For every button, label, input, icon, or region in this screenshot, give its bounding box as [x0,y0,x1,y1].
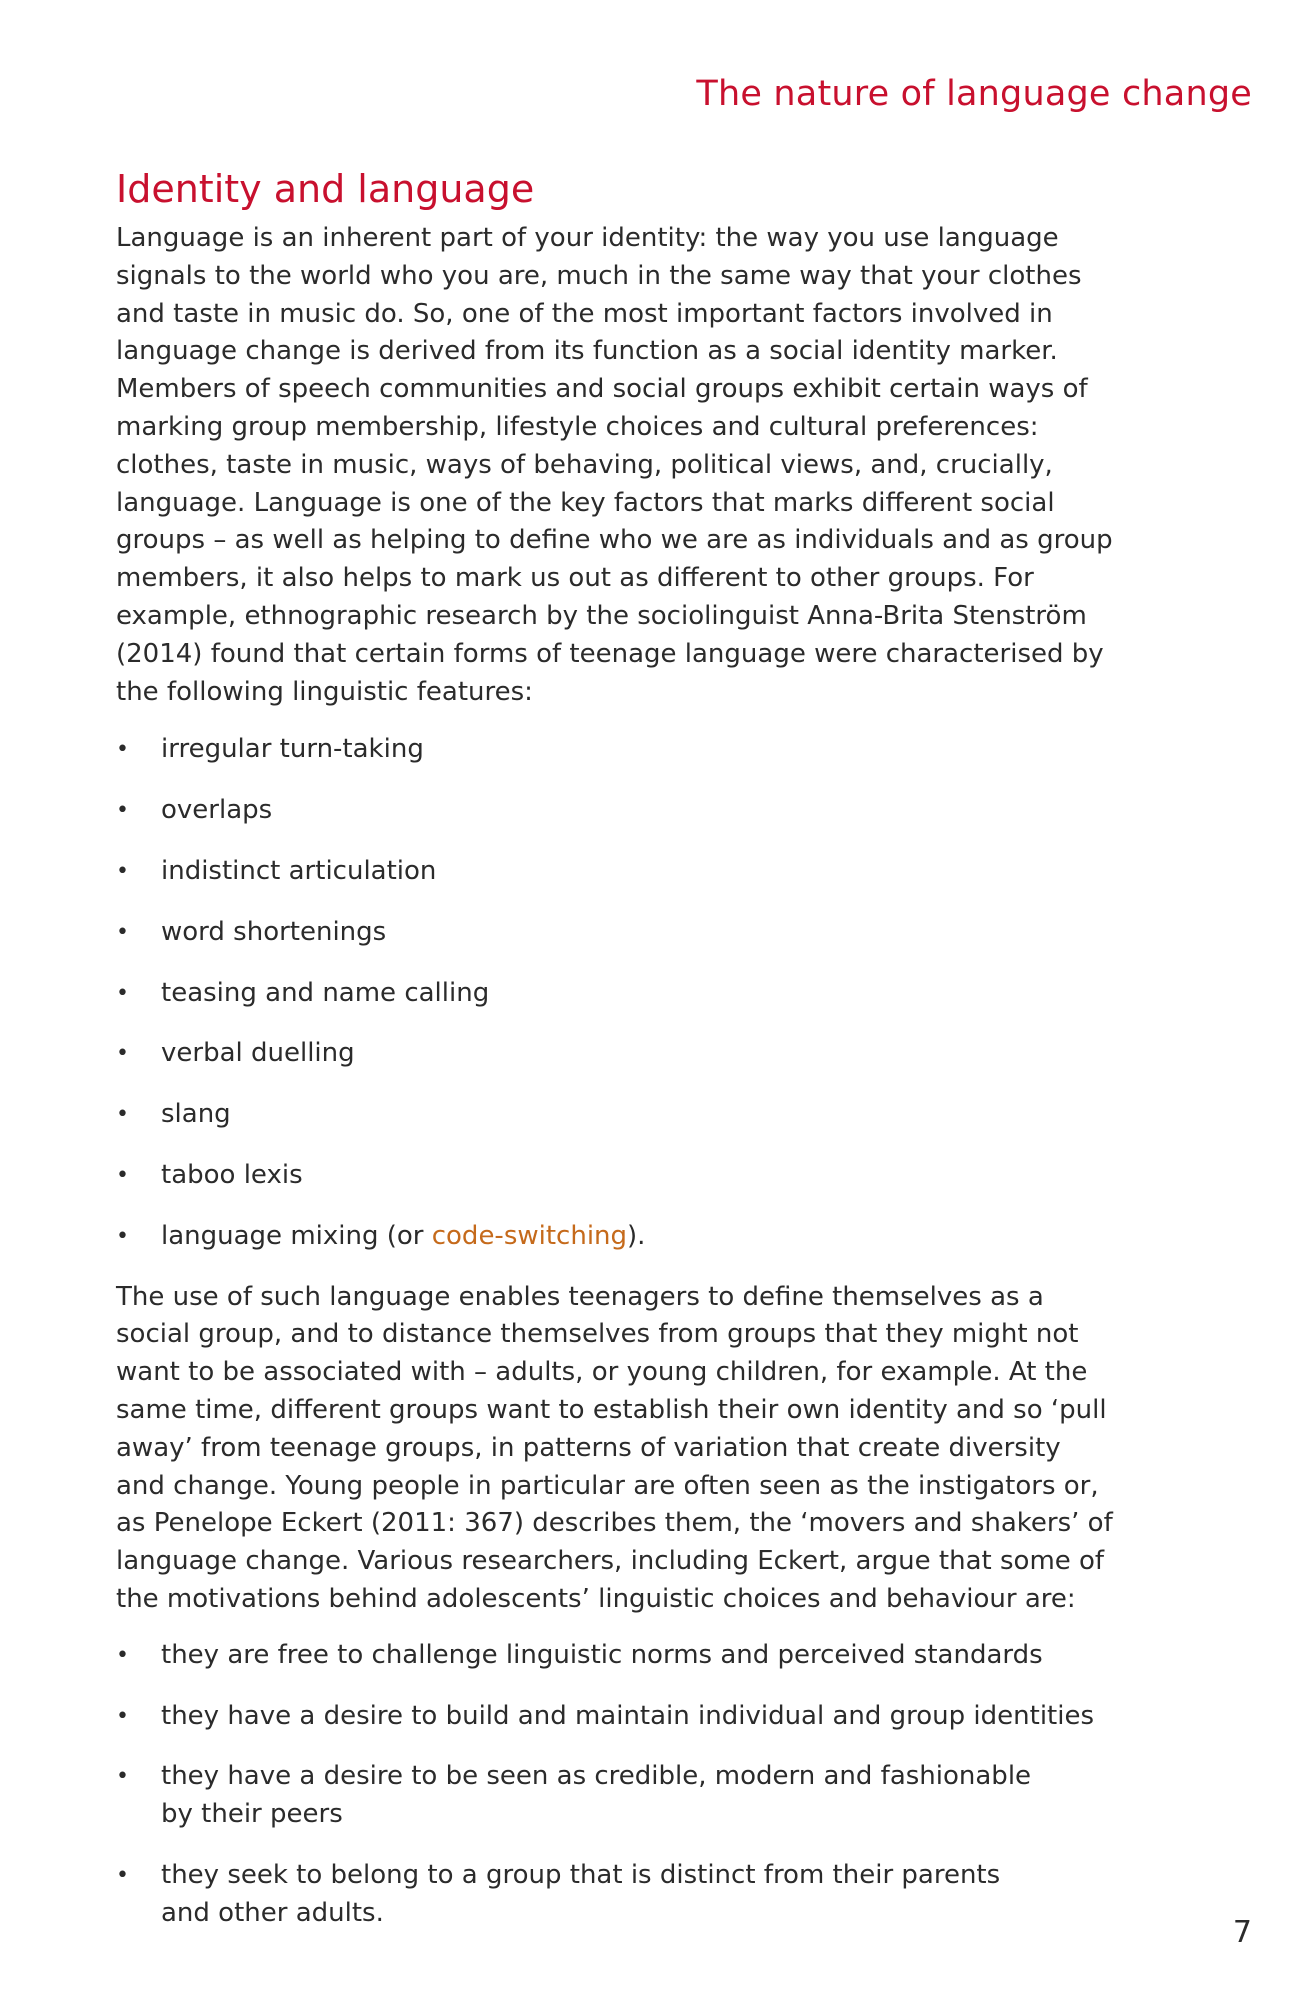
list-item [116,1157,1116,1195]
list-item [116,1218,1116,1256]
bullet-icon: • [116,1703,129,1729]
bullet-icon: • [116,1102,129,1128]
list-item-text: irregular turn-taking [161,734,424,765]
bullet-icon: • [116,1162,129,1188]
list-item [116,731,1116,769]
motivations-list [116,1637,1116,1933]
bullet-icon: • [116,798,129,824]
page-content [116,166,1116,1955]
bullet-icon: • [116,858,129,884]
list-item-prefix: language mixing (or [161,1220,432,1251]
glossary-term-code-switching[interactable]: code-switching [431,1220,628,1251]
bullet-icon: • [116,980,129,1006]
list-item [116,1758,1116,1834]
page-number: 7 [1232,1915,1252,1950]
list-item [116,1698,1116,1736]
list-item [116,1096,1116,1134]
list-item-text: they have a desire to be seen as credible, modern and fashionable by their peers [161,1761,1032,1830]
list-item-text: teasing and name calling [161,977,490,1008]
list-item-text: they are free to challenge linguistic norms and perceived standards [161,1639,1043,1670]
list-item [116,914,1116,952]
list-item [116,853,1116,891]
features-list [116,731,1116,1255]
list-item-text: word shortenings [161,916,387,947]
list-item-text: they seek to belong to a group that is distinct from their parents and other adults. [161,1859,1001,1928]
list-item-text: they have a desire to build and maintain individual and group identities [161,1700,1095,1731]
bullet-icon: • [116,1862,129,1888]
list-item-text: slang [161,1099,231,1130]
list-item [116,975,1116,1013]
bullet-icon: • [116,1642,129,1668]
paragraph-identity: Language is an inherent part of your identity: the way you use language signals to the world who you are, much in the same way that your clothes and taste in music do. So, one of the most important factors involved in language change is derived from its function as a social identity marker. Members of speech communities and social groups exhibit certain ways of marking group membership, lifestyle choices and cultural preferences: clothes, taste in music, ways of behaving, political views, and, crucially, language. Language is one of the key factors that marks different social groups – as well as helping to define who we are as individuals and as group members, it also helps to mark us out as different to other groups. For example, ethnographic research by the sociolinguist Anna-Brita Stenström (2014) found that certain forms of teenage language were characterised by the following linguistic features: [116,223,1113,707]
bullet-icon: • [116,1223,129,1249]
list-item-suffix: ). [627,1220,646,1251]
list-item [116,1637,1116,1675]
list-item [116,792,1116,830]
list-item-text: overlaps [161,795,273,826]
running-header: The nature of language change [696,74,1252,114]
list-item-text: indistinct articulation [161,855,437,886]
list-item-text: taboo lexis [161,1159,303,1190]
paragraph-teenagers: The use of such language enables teenagers to define themselves as a social group, and to distance themselves from groups that they might not want to be associated with – adults, or young children, for example. At the same time, different groups want to establish their own identity and so ‘pull away’ from teenage groups, in patterns of variation that create diversity and change. Young people in particular are often seen as the instigators or, as Penelope Eckert (2011: 367) describes them, the ‘movers and shakers’ of language change. Various researchers, including Eckert, argue that some of the motivations behind adolescents’ linguistic choices and behaviour are: [116,1281,1113,1614]
list-item [116,1857,1116,1933]
list-item-text: verbal duelling [161,1038,355,1069]
bullet-icon: • [116,1764,129,1790]
bullet-icon: • [116,737,129,763]
bullet-icon: • [116,919,129,945]
bullet-icon: • [116,1041,129,1067]
section-heading: Identity and language [116,167,535,211]
list-item [116,1035,1116,1073]
